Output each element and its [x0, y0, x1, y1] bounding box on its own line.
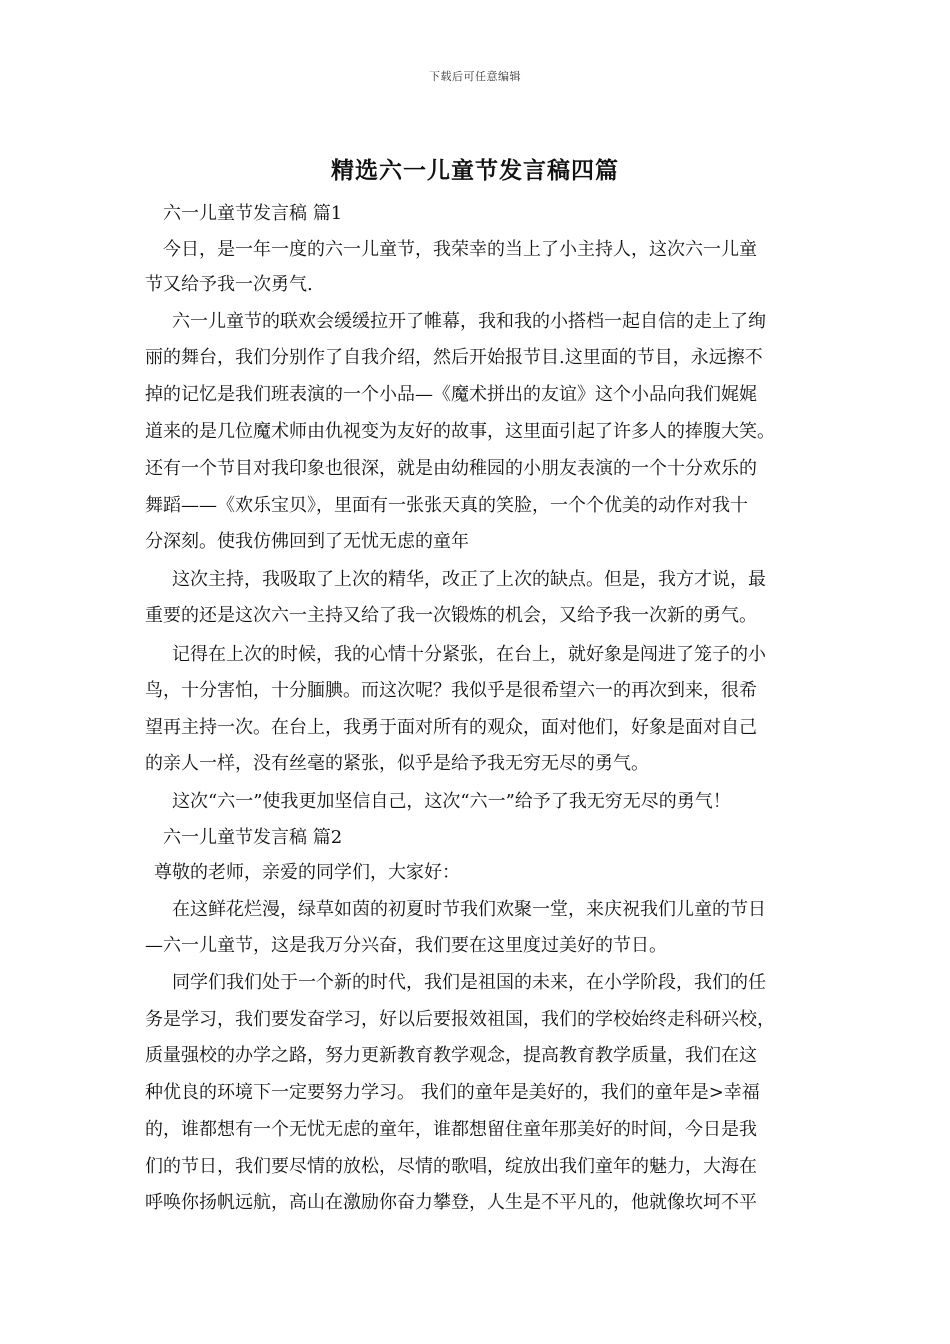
- paragraph-line: 节又给予我一次勇气.: [145, 274, 313, 295]
- section-heading: 六一儿童节发言稿 篇1: [163, 203, 343, 224]
- paragraph-line: 望再主持一次。在台上，我勇于面对所有的观众，面对他们，好象是面对自己: [145, 717, 757, 738]
- paragraph-line: 这次“六一”使我更加坚信自己，这次“六一”给予了我无穷无尽的勇气！: [172, 791, 731, 812]
- paragraph-line: 务是学习，我们要发奋学习，好以后要报效祖国，我们的学校始终走科研兴校，: [145, 1009, 775, 1030]
- header-note: 下载后可任意编辑: [429, 70, 521, 83]
- paragraph-line: 丽的舞台，我们分别作了自我介绍，然后开始报节目.这里面的节目，永远擦不: [145, 347, 763, 368]
- paragraph-line: 呼唤你扬帆远航，高山在激励你奋力攀登，人生是不平凡的，他就像坎坷不平: [145, 1192, 757, 1213]
- paragraph-line: 尊敬的老师，亲爱的同学们，大家好：: [154, 862, 460, 883]
- paragraph-line: 在这鲜花烂漫，绿草如茵的初夏时节我们欢聚一堂，来庆祝我们儿童的节日: [172, 899, 766, 920]
- paragraph-line: 掉的记忆是我们班表演的一个小品—《魔术拼出的友谊》这个小品向我们娓娓: [145, 384, 757, 405]
- paragraph-line: 种优良的环境下一定要努力学习。 我们的童年是美好的，我们的童年是>幸福: [145, 1082, 760, 1103]
- paragraph-line: 还有一个节目对我印象也很深，就是由幼稚园的小朋友表演的一个十分欢乐的: [145, 458, 757, 479]
- paragraph-line: 们的节日，我们要尽情的放松，尽情的歌唱，绽放出我们童年的魅力，大海在: [145, 1156, 757, 1177]
- paragraph-line: 今日，是一年一度的六一儿童节，我荣幸的当上了小主持人，这次六一儿童: [163, 239, 757, 260]
- paragraph-line: 这次主持，我吸取了上次的精华，改正了上次的缺点。但是，我方才说，最: [172, 569, 766, 590]
- document-title: 精选六一儿童节发言稿四篇: [331, 157, 619, 184]
- paragraph-line: 鸟，十分害怕，十分腼腆。而这次呢？我似乎是很希望六一的再次到来，很希: [145, 680, 757, 701]
- paragraph-line: 记得在上次的时候，我的心情十分紧张，在台上，就好象是闯进了笼子的小: [172, 644, 766, 665]
- paragraph-line: 质量强校的办学之路，努力更新教育教学观念，提高教育教学质量，我们在这: [145, 1045, 757, 1066]
- paragraph-line: 重要的还是这次六一主持又给了我一次锻炼的机会，又给予我一次新的勇气。: [145, 605, 757, 626]
- paragraph-line: 六一儿童节的联欢会缓缓拉开了帷幕，我和我的小搭档一起自信的走上了绚: [172, 311, 766, 332]
- paragraph-line: 道来的是几位魔术师由仇视变为友好的故事，这里面引起了许多人的捧腹大笑。: [145, 421, 775, 442]
- paragraph-line: 的亲人一样，没有丝毫的紧张，似乎是给予我无穷无尽的勇气。: [145, 753, 649, 774]
- paragraph-line: 分深刻。使我仿佛回到了无忧无虑的童年: [145, 531, 469, 552]
- section-heading: 六一儿童节发言稿 篇2: [163, 827, 343, 848]
- paragraph-line: —六一儿童节，这是我万分兴奋，我们要在这里度过美好的节日。: [145, 935, 667, 956]
- paragraph-line: 的，谁都想有一个无忧无虑的童年，谁都想留住童年那美好的时间，今日是我: [145, 1119, 757, 1140]
- paragraph-line: 舞蹈——《欢乐宝贝》，里面有一张张天真的笑脸，一个个优美的动作对我十: [145, 495, 748, 516]
- paragraph-line: 同学们我们处于一个新的时代，我们是祖国的未来，在小学阶段，我们的任: [172, 972, 766, 993]
